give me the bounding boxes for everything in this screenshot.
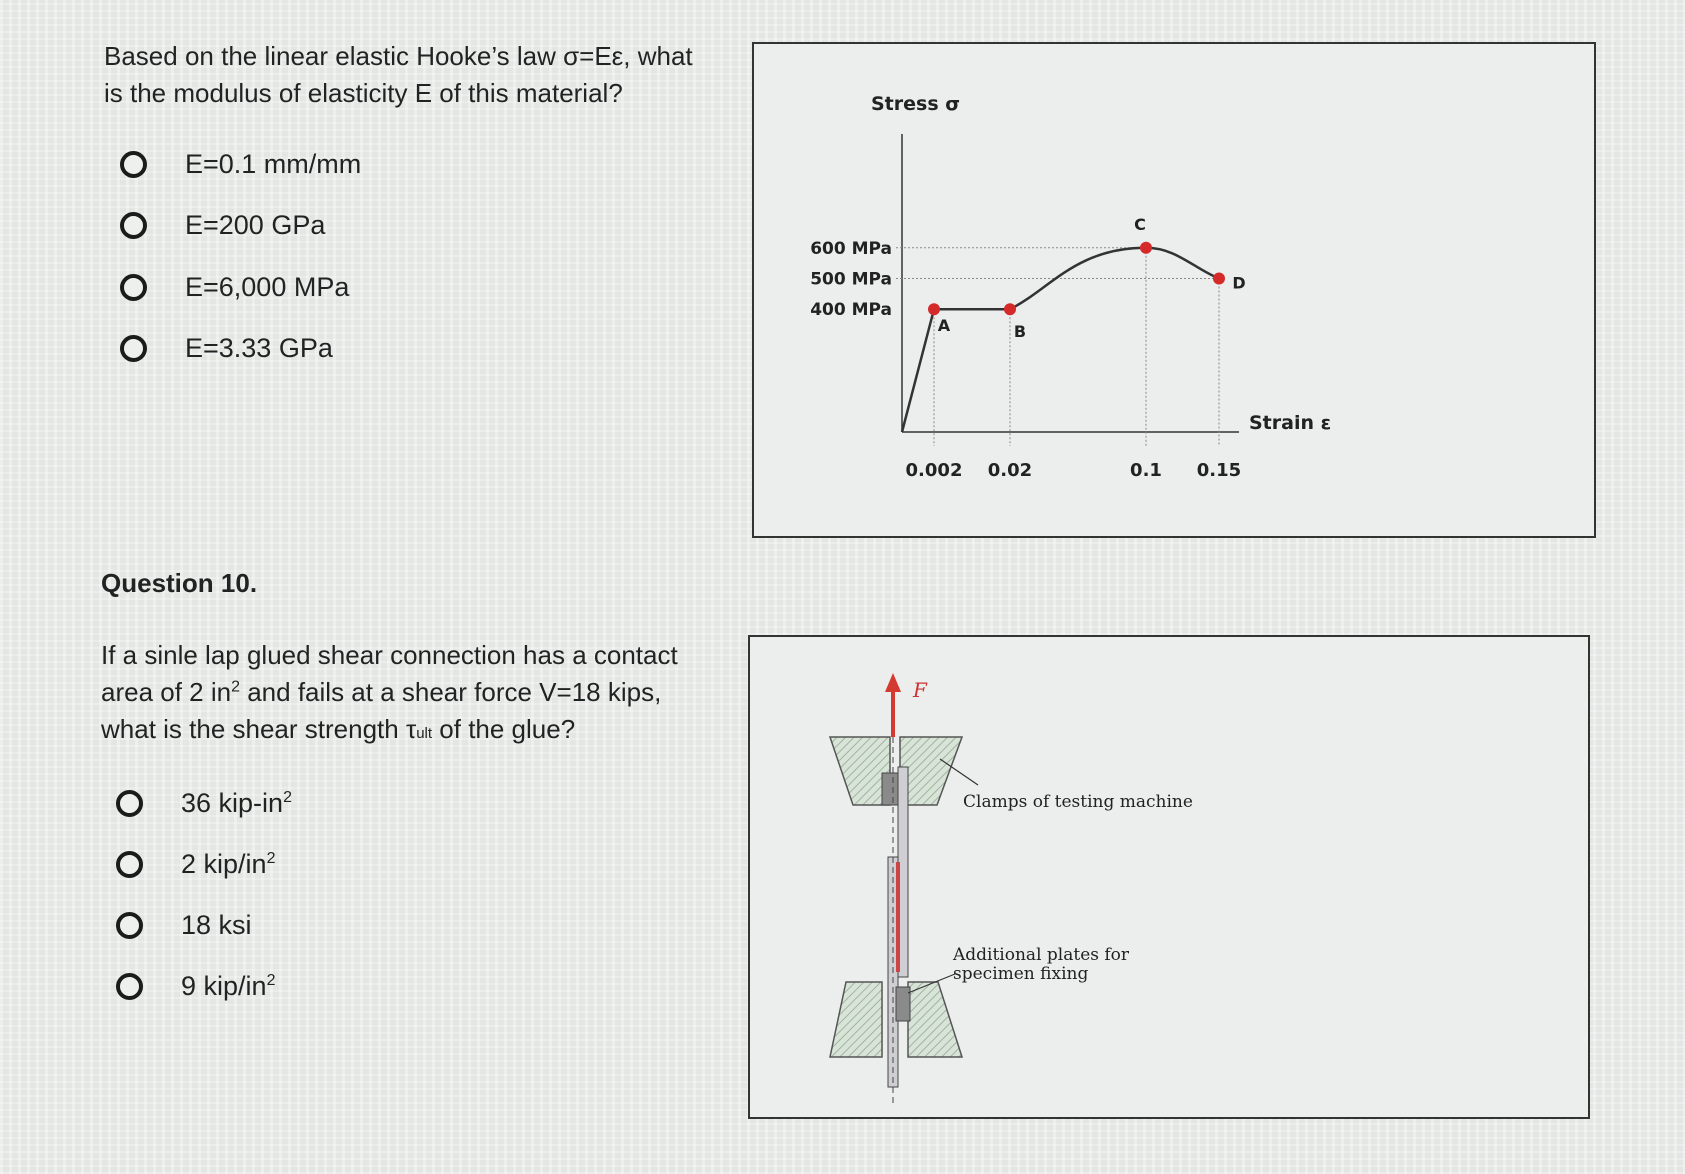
q9-question bbox=[104, 38, 693, 112]
plates-label-line1: Additional plates for bbox=[953, 945, 1130, 965]
radio-button[interactable] bbox=[116, 912, 143, 939]
point-label-C: C bbox=[1134, 214, 1146, 234]
point-label-A: A bbox=[937, 316, 951, 336]
plates-label-line2: specimen fixing bbox=[953, 964, 1089, 984]
q10-option-1[interactable] bbox=[116, 788, 292, 819]
y-tick-label: 500 MPa bbox=[810, 269, 892, 290]
question-10-heading: Question 10. bbox=[101, 568, 258, 598]
q9-line2: is the modulus of elasticity E of this material? bbox=[104, 78, 623, 108]
radio-button[interactable] bbox=[120, 335, 147, 362]
q10-option-3[interactable] bbox=[116, 910, 252, 941]
radio-button[interactable] bbox=[116, 790, 143, 817]
force-arrow bbox=[885, 673, 901, 737]
x-tick-label: 0.1 bbox=[1130, 460, 1162, 481]
bottom-right-clamp bbox=[908, 982, 962, 1057]
lap-shear-diagram bbox=[750, 637, 1588, 1117]
force-label: F bbox=[913, 678, 927, 702]
x-tick-label: 0.15 bbox=[1196, 460, 1242, 481]
top-right-clamp bbox=[900, 737, 962, 805]
glue-joint bbox=[896, 862, 900, 972]
top-fixing-plate bbox=[882, 773, 898, 805]
point-D bbox=[1213, 273, 1225, 285]
q9-option-3[interactable] bbox=[120, 272, 349, 303]
q9-option-2[interactable] bbox=[120, 210, 325, 241]
radio-button[interactable] bbox=[120, 151, 147, 178]
option-label: E=200 GPa bbox=[185, 210, 326, 240]
y-tick-label: 600 MPa bbox=[810, 238, 892, 259]
x-tick-label: 0.02 bbox=[987, 460, 1033, 481]
stress-strain-chart bbox=[754, 44, 1594, 536]
radio-button[interactable] bbox=[116, 851, 143, 878]
bottom-fixing-plate bbox=[896, 987, 910, 1021]
option-label: 18 ksi bbox=[181, 910, 252, 940]
top-left-clamp bbox=[830, 737, 890, 805]
lap-shear-figure bbox=[748, 635, 1590, 1119]
x-axis-label: Strain ε bbox=[1249, 412, 1332, 434]
q9-line1: Based on the linear elastic Hooke’s law σ=Eε, what bbox=[104, 41, 693, 71]
clamps-label: Clamps of testing machine bbox=[963, 792, 1193, 812]
option-label: E=6,000 MPa bbox=[185, 272, 350, 302]
q10-option-2[interactable] bbox=[116, 849, 275, 880]
q10-line2: area of 2 $in^2$ and fails at a shear force V=18 kips, bbox=[101, 677, 662, 707]
stress-strain-curve bbox=[902, 248, 1219, 432]
y-axis-label: Stress σ bbox=[871, 93, 961, 115]
point-B bbox=[1004, 303, 1016, 315]
option-label: 2 kip/$in^2$ bbox=[181, 849, 276, 879]
radio-button[interactable] bbox=[120, 212, 147, 239]
q10-option-4[interactable] bbox=[116, 971, 275, 1002]
stress-strain-figure bbox=[752, 42, 1596, 538]
option-label: 9 kip/$in^2$ bbox=[181, 971, 276, 1001]
point-C bbox=[1140, 242, 1152, 254]
point-label-D: D bbox=[1232, 273, 1246, 293]
q10-line3: what is the shear strength τult of the glue? bbox=[101, 714, 576, 744]
point-A bbox=[928, 303, 940, 315]
radio-button[interactable] bbox=[116, 973, 143, 1000]
option-label: E=0.1 mm/mm bbox=[185, 149, 362, 179]
option-label: 36 kip-$in^2$ bbox=[181, 788, 292, 818]
q10-line1: If a sinle lap glued shear connection has a contact bbox=[101, 640, 678, 670]
radio-button[interactable] bbox=[120, 274, 147, 301]
y-tick-label: 400 MPa bbox=[810, 300, 892, 321]
q9-option-4[interactable] bbox=[120, 333, 333, 364]
bottom-left-clamp bbox=[830, 982, 882, 1057]
option-label: E=3.33 GPa bbox=[185, 333, 333, 363]
point-label-B: B bbox=[1013, 322, 1027, 342]
x-tick-label: 0.002 bbox=[905, 460, 963, 481]
q9-option-1[interactable] bbox=[120, 149, 361, 180]
q10-question bbox=[101, 637, 678, 752]
